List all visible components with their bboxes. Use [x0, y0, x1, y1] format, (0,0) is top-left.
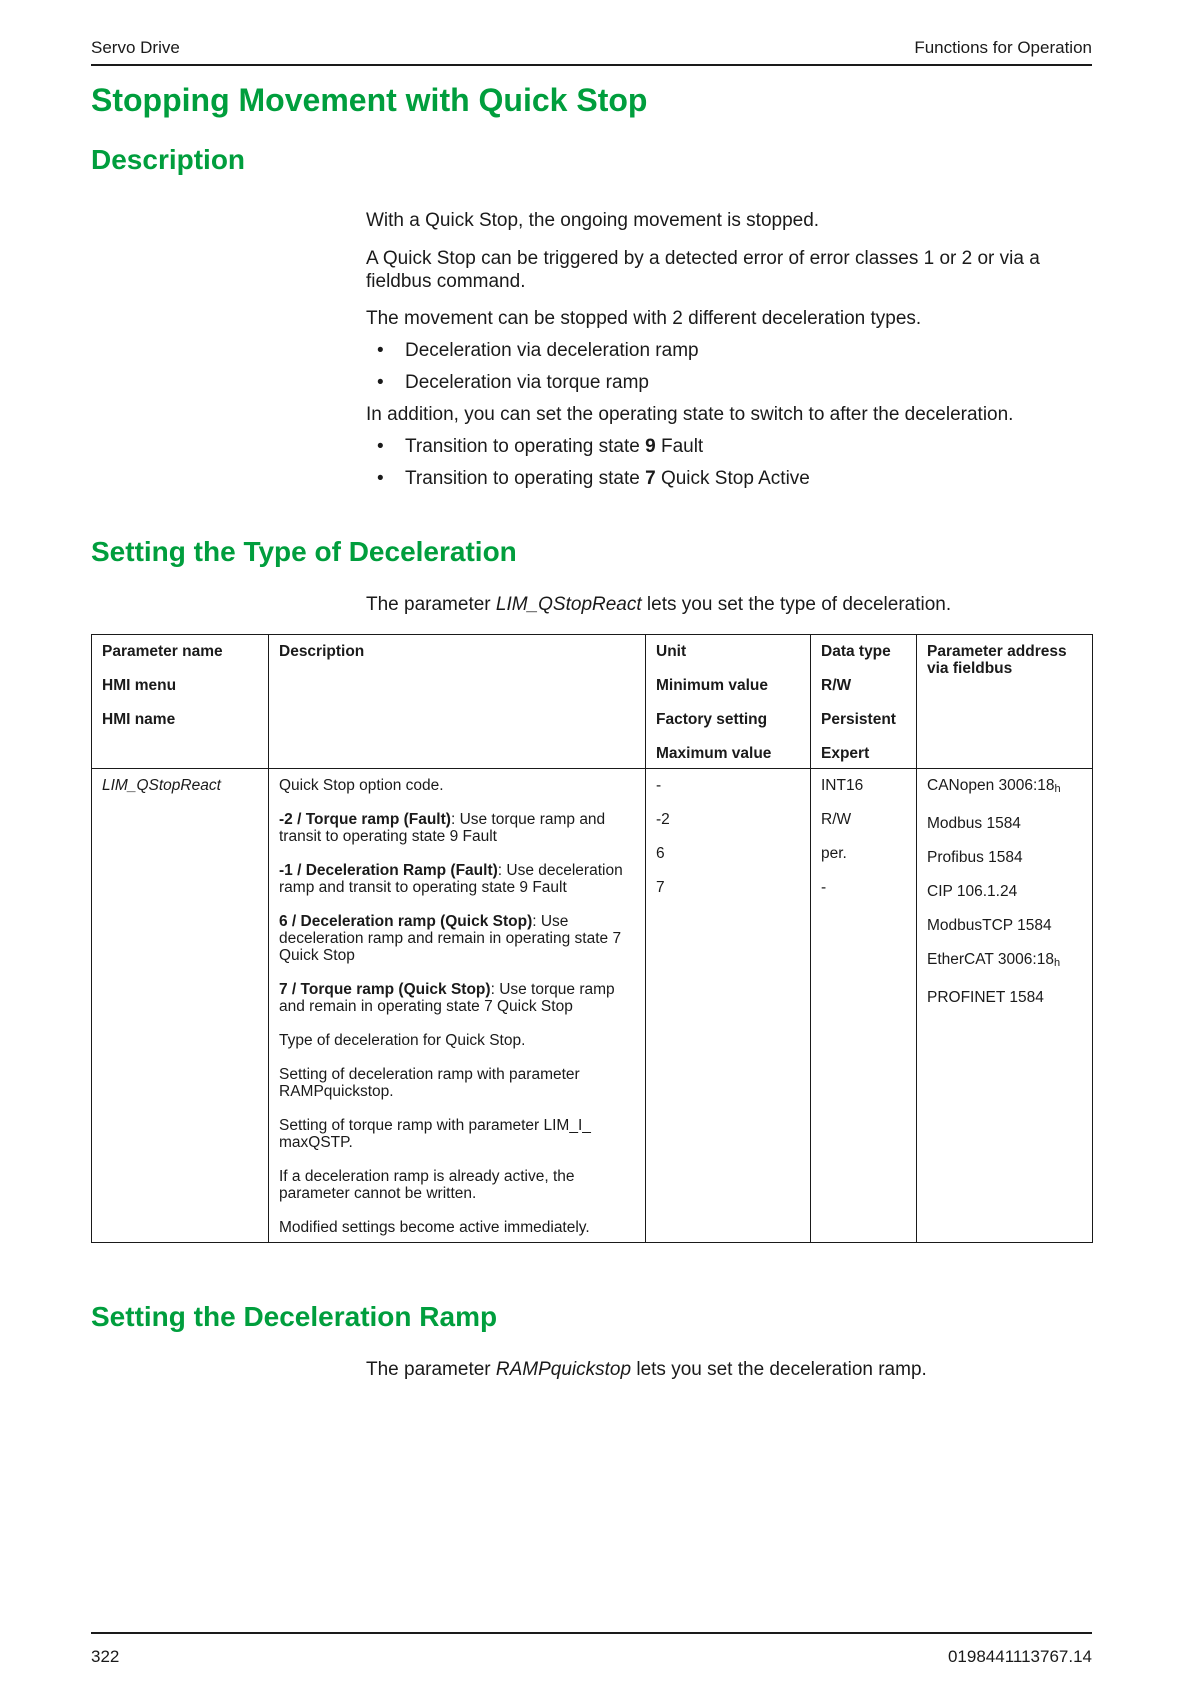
maximum-value: 7 [656, 879, 665, 896]
type-intro [366, 593, 1086, 616]
option-text: : Use torque ramp and remain in operating state 7 Quick Stop [279, 981, 615, 1015]
option-item [279, 913, 635, 964]
header-cell-address [917, 635, 1093, 769]
document-number: 0198441113767.14 [947, 1647, 1092, 1666]
description-text: If a deceleration ramp is already active, the parameter cannot be written. [279, 1168, 575, 1202]
bullet-text-pre: Transition to operating state [405, 468, 646, 489]
option-code: -2 / Torque ramp (Fault) [279, 811, 451, 828]
heading-description: Description [91, 144, 246, 175]
header-label: Parameter address via fieldbus [927, 643, 1067, 677]
bullet-item [377, 371, 649, 394]
option-code: -1 / Deceleration Ramp (Fault) [279, 862, 498, 879]
factory-setting: 6 [656, 845, 665, 862]
parameter-table [91, 634, 1093, 1243]
address-item [927, 815, 1082, 832]
header-label: Expert [821, 745, 870, 762]
page-header [91, 36, 1092, 66]
address-label: Modbus 1584 [927, 815, 1021, 832]
header-left: Servo Drive [91, 38, 180, 57]
header-cell-datatype [811, 635, 917, 769]
address-item [927, 883, 1082, 900]
bullet-marker: • [377, 340, 384, 361]
description-text: Quick Stop option code. [279, 777, 444, 794]
hex-suffix: h [1053, 957, 1061, 969]
option-item [279, 811, 635, 845]
bullet-marker: • [377, 436, 384, 457]
ramp-intro-post: lets you set the deceleration ramp. [631, 1359, 927, 1380]
ramp-intro-pre: The parameter [366, 1359, 496, 1380]
header-cell-description [269, 635, 646, 769]
unit-value: - [656, 777, 662, 794]
cell-parameter-name [92, 769, 269, 1243]
address-item [927, 777, 1082, 798]
address-label: PROFINET 1584 [927, 989, 1044, 1006]
read-write: R/W [821, 811, 852, 828]
heading-type-of-deceleration: Setting the Type of Deceleration [91, 536, 517, 567]
type-intro-post: lets you set the type of deceleration. [641, 594, 952, 615]
header-cell-unit [646, 635, 811, 769]
table-header-row [92, 635, 1093, 769]
hex-suffix: h [1054, 783, 1061, 795]
bullet-text [405, 435, 703, 458]
header-cell-parameter [92, 635, 269, 769]
option-code: 6 / Deceleration ramp (Quick Stop) [279, 913, 533, 930]
address-label: ModbusTCP 1584 [927, 917, 1052, 934]
paragraph-2-line-1: A Quick Stop can be triggered by a detected error of error classes 1 or 2 or via a [366, 248, 1040, 269]
description-text: Modified settings become active immediately. [279, 1219, 590, 1236]
address-label: CIP 106.1.24 [927, 883, 1018, 900]
state-number: 7 [645, 468, 656, 489]
header-label: Maximum value [656, 745, 772, 762]
type-intro-pre: The parameter [366, 594, 496, 615]
parameter-name: LIM_QStopReact [102, 777, 221, 794]
page-footer [91, 1632, 1092, 1666]
cell-datatype [811, 769, 917, 1243]
bullet-text: Deceleration via torque ramp [405, 372, 649, 393]
bullet-text-pre: Transition to operating state [405, 436, 646, 457]
state-number: 9 [645, 436, 656, 457]
bullet-text-post: Fault [655, 436, 704, 457]
ramp-intro [366, 1358, 1086, 1381]
address-item [927, 917, 1082, 934]
table-row [92, 769, 1093, 1243]
cell-description [269, 769, 646, 1243]
paragraph-3: The movement can be stopped with 2 different deceleration types. [366, 308, 922, 329]
paragraph-2 [366, 247, 1086, 293]
header-label: R/W [821, 677, 852, 694]
bullet-text: Deceleration via deceleration ramp [405, 340, 699, 361]
bullet-item [377, 435, 703, 458]
cell-unit [646, 769, 811, 1243]
description-text: Type of deceleration for Quick Stop. [279, 1032, 526, 1049]
option-text: : Use deceleration ramp and remain in operating state 7 Quick Stop [279, 913, 622, 964]
header-label: Data type [821, 643, 891, 660]
parameter-name: LIM_QStopReact [495, 594, 642, 615]
option-code: 7 / Torque ramp (Quick Stop) [279, 981, 491, 998]
persistent: per. [821, 845, 847, 862]
paragraph-1: With a Quick Stop, the ongoing movement is stopped. [366, 210, 820, 231]
address-item [927, 989, 1082, 1006]
description-text: Setting of deceleration ramp with parameter RAMPquickstop. [279, 1066, 580, 1100]
page-number: 322 [91, 1647, 120, 1666]
address-label: EtherCAT 3006:18 [927, 951, 1054, 968]
header-label: Minimum value [656, 677, 768, 694]
bullet-text [405, 467, 810, 490]
bullet-item [377, 339, 699, 362]
option-text: : Use deceleration ramp and transit to operating state 9 Fault [279, 862, 623, 896]
option-item [279, 862, 635, 896]
header-label: Factory setting [656, 711, 768, 728]
bullet-item [377, 467, 810, 490]
bullet-marker: • [377, 468, 384, 489]
page-title: Stopping Movement with Quick Stop [91, 82, 648, 118]
bullet-marker: • [377, 372, 384, 393]
bullet-text-post: Quick Stop Active [655, 468, 810, 489]
address-label: Profibus 1584 [927, 849, 1023, 866]
header-label: Unit [656, 643, 687, 660]
option-item [279, 981, 635, 1015]
header-label: HMI menu [102, 677, 177, 694]
option-text: : Use torque ramp and transit to operating state 9 Fault [279, 811, 606, 845]
description-text: Setting of torque ramp with parameter LIM_I_ maxQSTP. [279, 1117, 591, 1151]
address-item [927, 951, 1082, 972]
header-right: Functions for Operation [914, 38, 1092, 57]
minimum-value: -2 [656, 811, 670, 828]
address-item [927, 849, 1082, 866]
parameter-name: RAMPquickstop [495, 1359, 632, 1380]
data-type: INT16 [821, 777, 864, 794]
paragraph-4: In addition, you can set the operating state to switch to after the deceleration. [366, 404, 1014, 425]
address-label: CANopen 3006:18 [927, 777, 1055, 794]
paragraph-2-line-2: fieldbus command. [366, 271, 526, 292]
header-label: Description [279, 643, 365, 660]
expert: - [821, 879, 827, 896]
header-label: Persistent [821, 711, 896, 728]
header-label: Parameter name [102, 643, 223, 660]
header-label: HMI name [102, 711, 176, 728]
heading-deceleration-ramp: Setting the Deceleration Ramp [91, 1301, 498, 1332]
cell-address [917, 769, 1093, 1243]
